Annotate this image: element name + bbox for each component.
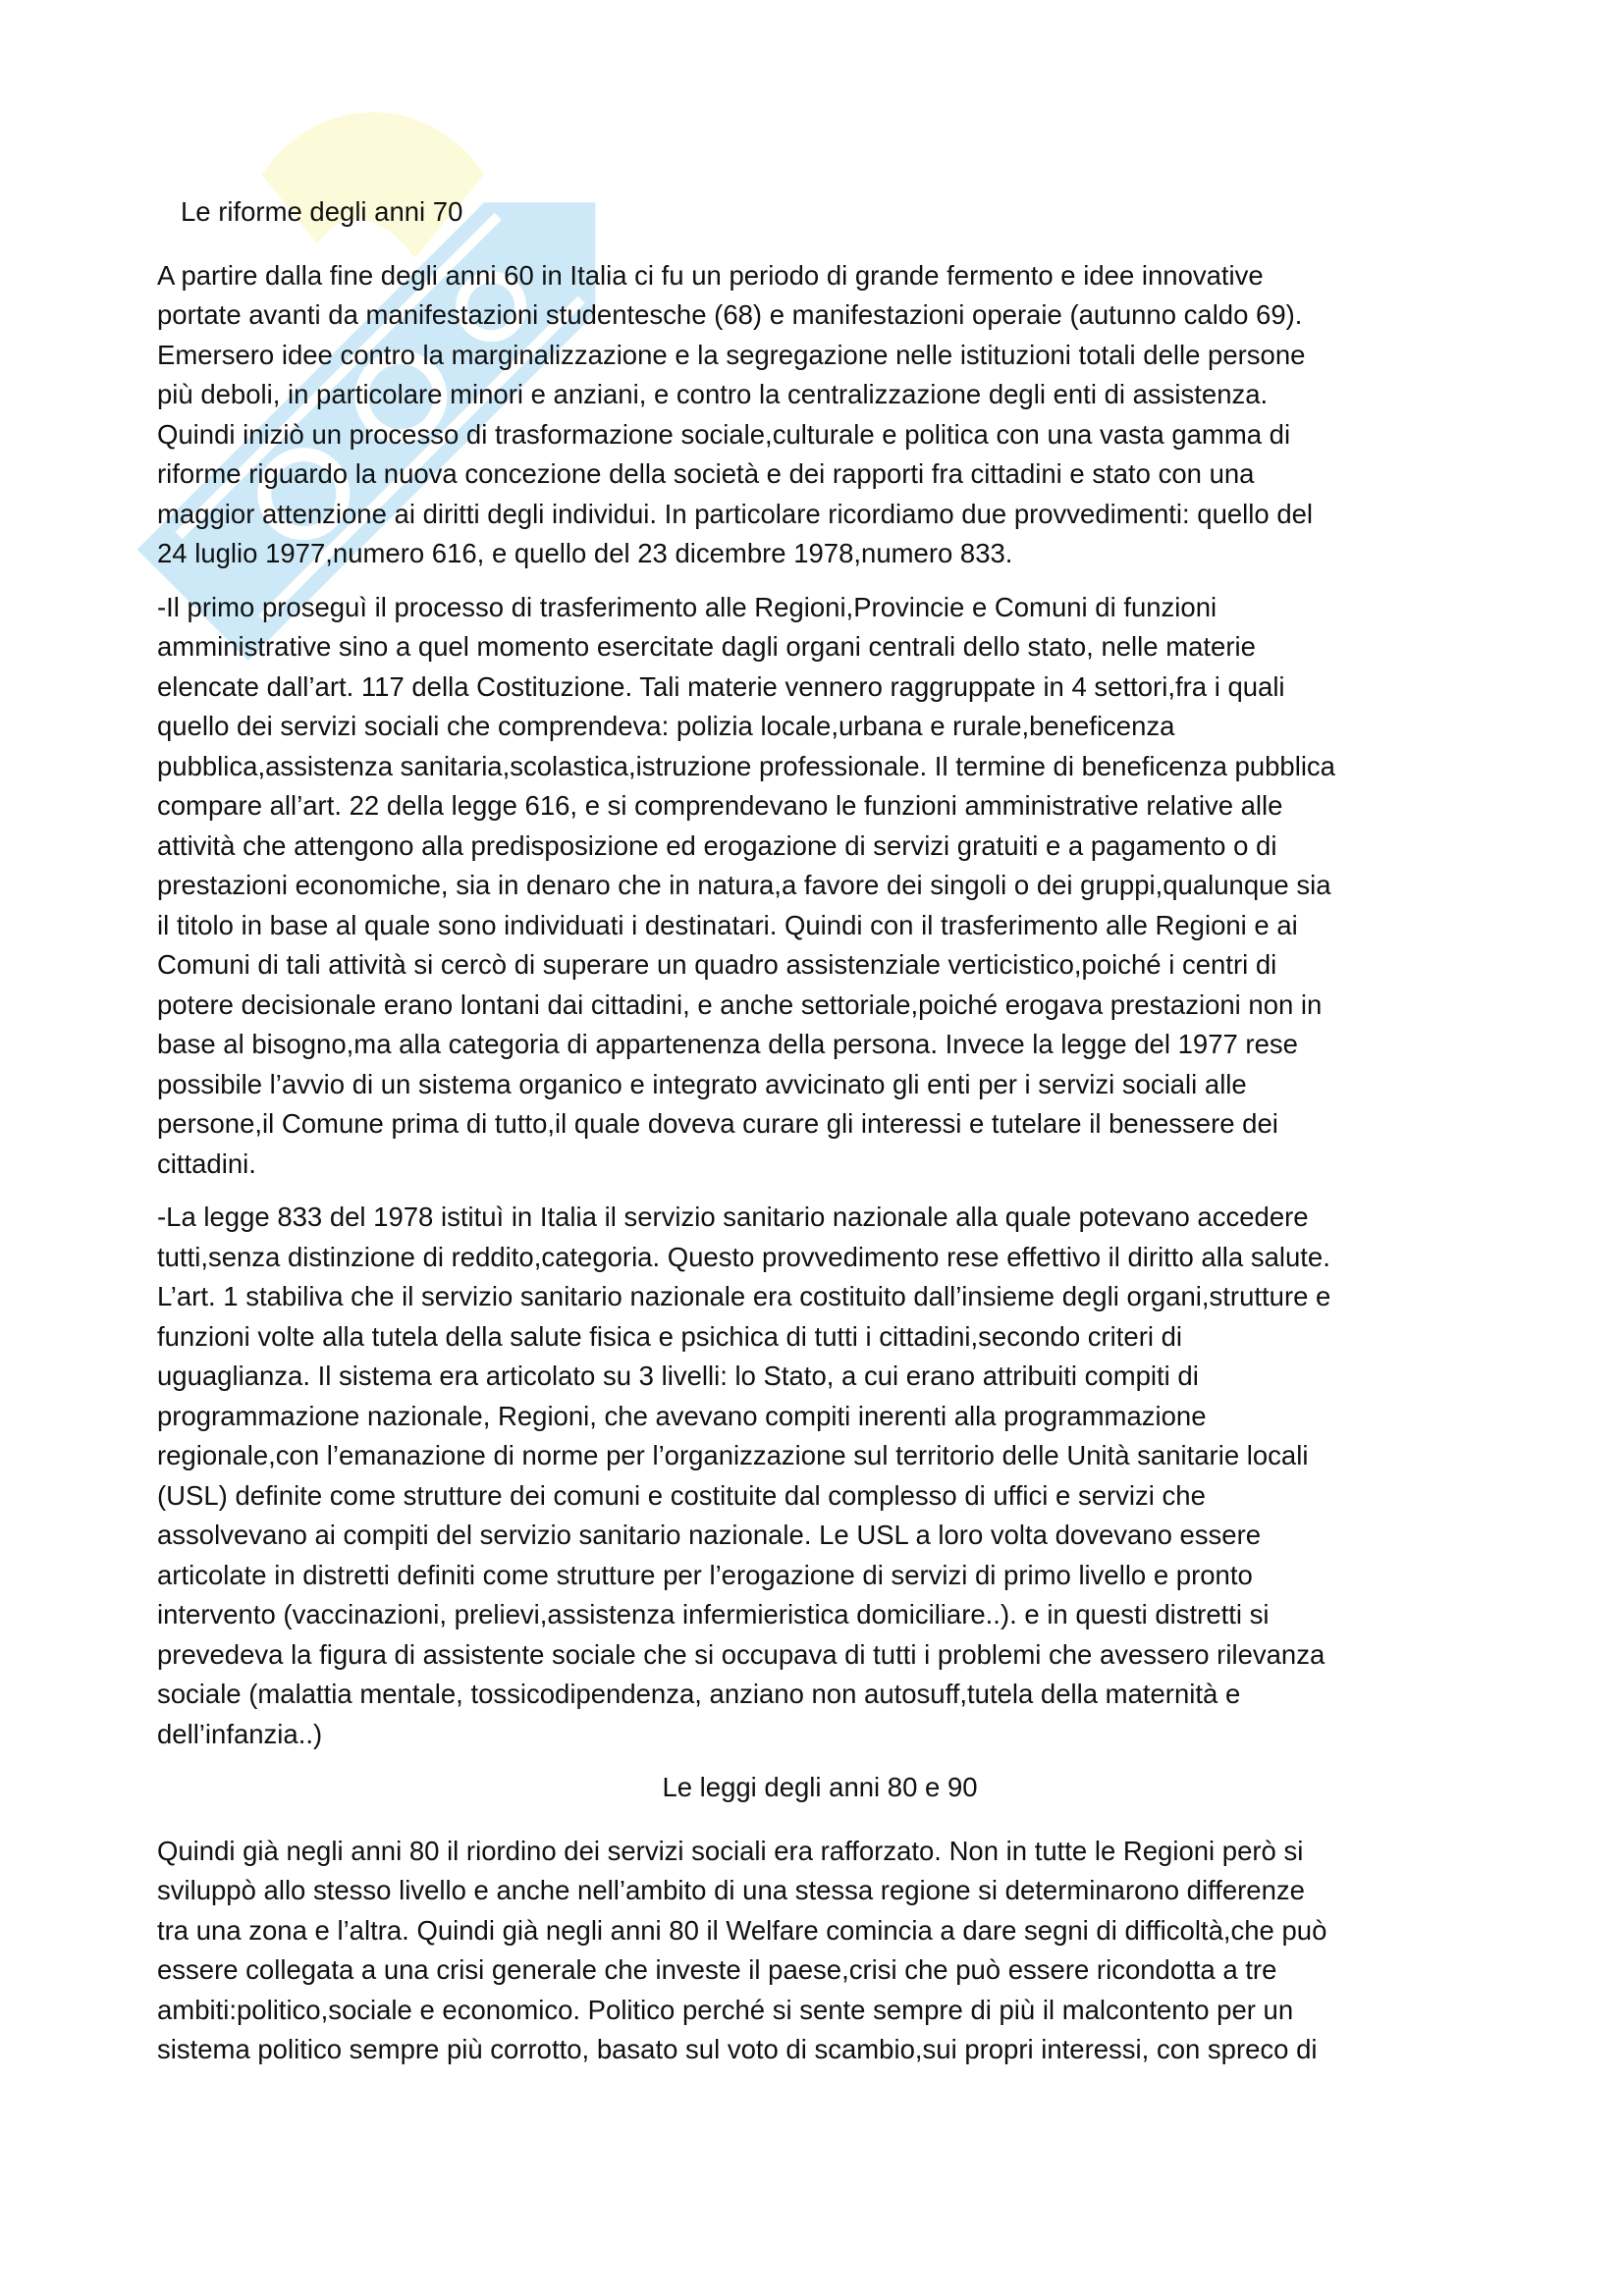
paragraph-legge-616: -Il primo proseguì il processo di trasferimento alle Regioni,Provincie e Comuni di funzioni amministrative sino a quel momento esercitate dagli organi centrali dello stato, nelle materie elencate dall’art. 117 della Costituzione. Tali materie vennero raggruppate in 4 settori,fra i quali quello dei servizi sociali che comprendeva: polizia locale,urbana e rurale,beneficenza pubblica,assistenza sanitaria,scolastica,istruzione professionale. Il termine di beneficenza pubblica compare all’art. 22 della legge 616, e si comprendevano le funzioni amministrative relative alle attività che attengono alla predisposizione ed erogazione di servizi gratuiti e a pagamento o di prestazioni economiche, sia in denaro che in natura,a favore dei singoli o dei gruppi,qualunque sia il titolo in base al quale sono individuati i destinatari. Quindi con il trasferimento alle Regioni e ai Comuni di tali attività si cercò di superare un quadro assistenziale verticistico,poiché i centri di potere decisionale erano lontani dai cittadini, e anche settoriale,poiché erogava prestazioni non in base al bisogno,ma alla categoria di appartenenza della persona. Invece la legge del 1977 rese possibile l’avvio di un sistema organico e integrato avvicinato gli enti per i servizi sociali alle persone,il Comune prima di tutto,il quale doveva curare gli interessi e tutelare il benessere dei cittadini.: [157, 591, 1335, 1179]
section-title-riforme-70: Le riforme degli anni 70: [181, 196, 463, 227]
paragraph-legge-833: -La legge 833 del 1978 istituì in Italia il servizio sanitario nazionale alla quale potevano accedere tutti,senza distinzione di reddito,categoria. Questo provvedimento rese effettivo il diritto alla salute. L’art. 1 stabiliva che il servizio sanitario nazionale era costituito dall’insieme degli organi,strutture e funzioni volte alla tutela della salute fisica e psichica di tutti i cittadini,secondo criteri di uguaglianza. Il sistema era articolato su 3 livelli: lo Stato, a cui erano attribuiti compiti di programmazione nazionale, Regioni, che avevano compiti inerenti alla programmazione regionale,con l’emanazione di norme per l’organizzazione sul territorio delle Unità sanitarie locali (USL) definite come strutture dei comuni e costituite dal complesso di uffici e servizi che assolvevano ai compiti del servizio sanitario nazionale. Le USL a loro volta dovevano essere articolate in distretti definiti come strutture per l’erogazione di servizi di primo livello e pronto intervento (vaccinazioni, prelievi,assistenza infermieristica domiciliare..). e in questi distretti si prevedeva la figura di assistente sociale che si occupava di tutti i problemi che avessero rilevanza sociale (malattia mentale, tossicodipendenza, anziano non autosuff,tutela della maternità e dell’infanzia..): [157, 1201, 1331, 1749]
paragraph-intro: A partire dalla fine degli anni 60 in Italia ci fu un periodo di grande fermento e idee innovative portate avanti da manifestazioni studentesche (68) e manifestazioni operaie (autunno caldo 69). Emersero idee contro la marginalizzazione e la segregazione nelle istituzioni totali delle persone più deboli, in particolare minori e anziani, e contro la centralizzazione degli enti di assistenza. Quindi iniziò un processo di trasformazione sociale,culturale e politica con una vasta gamma di riforme riguardo la nuova concezione della società e dei rapporti fra cittadini e stato con una maggior attenzione ai diritti degli individui. In particolare ricordiamo due provvedimenti: quello del 24 luglio 1977,numero 616, e quello del 23 dicembre 1978,numero 833.: [157, 259, 1314, 568]
paragraph-anni-80: Quindi già negli anni 80 il riordino dei servizi sociali era rafforzato. Non in tutte le Regioni però si sviluppò allo stesso livello e anche nell’ambito di una stessa regione si determinarono differenze tra una zona e l’altra. Quindi già negli anni 80 il Welfare comincia a dare segni di difficoltà,che può essere collegata a una crisi generale che investe il paese,crisi che può essere ricondotta a tre ambiti:politico,sociale e economico. Politico perché si sente sempre di più il malcontento per un sistema politico sempre più corrotto, basato sul voto di scambio,sui propri interessi, con spreco di: [157, 1835, 1327, 2064]
section-title-leggi-80-90: Le leggi degli anni 80 e 90: [662, 1772, 978, 1802]
document-page: [157, 192, 1483, 2084]
